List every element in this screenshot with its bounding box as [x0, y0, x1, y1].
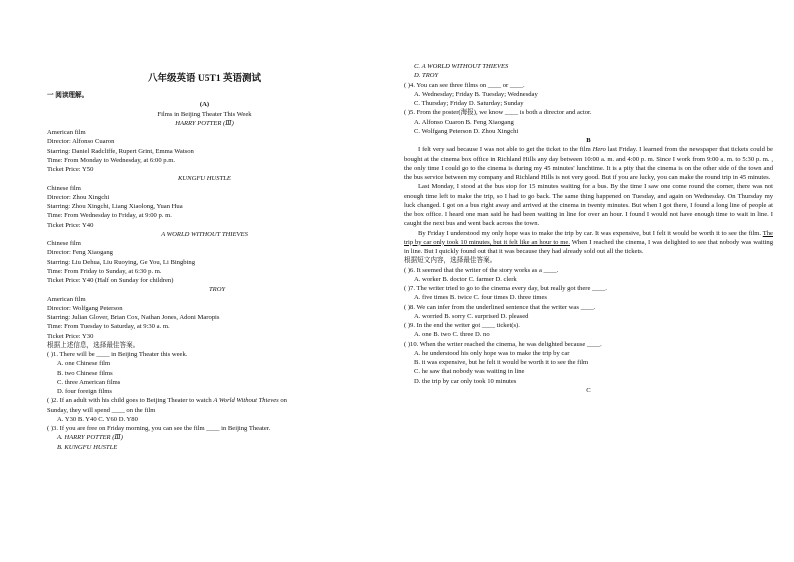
- film-info: Starring: Liu Dehua, Liu Ruoying, Ge You, Li Bingbing: [47, 258, 195, 266]
- answer-option: D. four foreign films: [57, 388, 112, 395]
- film-info: American film: [47, 295, 86, 303]
- question-stem: ( )4. You can see three films on ____ or ____.: [404, 81, 525, 89]
- answer-option: C. he saw that nobody was waiting in line: [414, 368, 525, 376]
- question-stem: ( )3. If you are free on Friday morning, you can see the film ____ in Beijing Theater.: [47, 425, 271, 432]
- film-info: Time: From Tuesday to Saturday, at 9:30 a. m.: [47, 323, 170, 331]
- answer-option: A. Y30 B. Y40 C. Y60 D. Y80: [57, 415, 138, 423]
- answer-option: B. it was expensive, but he felt it would be worth it to see the film: [414, 359, 589, 366]
- question-stem: ( )7. The writer tried to go to the cinema every day, but really got there ____.: [404, 285, 607, 292]
- question-stem: ( )5. From the poster(海报), we know ____ is both a director and actor.: [404, 109, 592, 117]
- film-name: KUNGFU HUSTLE: [178, 175, 231, 183]
- stem-text: on: [278, 397, 287, 405]
- film-name: TROY: [209, 286, 226, 294]
- passage-a-label: (A): [199, 101, 210, 109]
- underlined-sentence: The trip by car only took 10 minutes, but it felt like an hour to me.: [404, 229, 773, 246]
- question-stem: ( )9. In the end the writer got ____ ticket(s).: [404, 322, 520, 329]
- answer-option: A. he understood his only hope was to make the trip by car: [414, 349, 570, 357]
- answer-option: A. Alfonso Cuaron B. Feng Xiaogang: [414, 118, 514, 126]
- question-stem: ( )1. There will be ____ in Beijing Theater this week.: [47, 351, 188, 358]
- film-info: Director: Feng Xiaogang: [47, 249, 113, 257]
- instruction: 根据短文内容，选择最佳答案。: [404, 257, 497, 265]
- film-info: Starring: Daniel Radcliffe, Rupert Grint, Emma Watson: [47, 147, 194, 155]
- answer-option: A. Wednesday; Friday B. Tuesday; Wednesday: [414, 90, 538, 98]
- page-title: 八年级英语 U5T1 英语测试: [148, 74, 261, 84]
- section-heading: 一 阅读理解。: [47, 92, 89, 99]
- film-title: A World Without Thieves: [213, 397, 279, 405]
- paragraph-text: When I reached the cinema, I was delighted to see that nobody was waiting in line. But I quickly found out that it was because they had already sold out all the tickets.: [404, 238, 773, 255]
- question-stem: ( )8. We can infer from the underlined sentence that the writer was ____.: [404, 303, 596, 311]
- film-info: Director: Zhou Xingchi: [47, 193, 110, 201]
- question-stem: ( )6. It seemed that the writer of the story works as a ____.: [404, 266, 559, 274]
- paragraph-text: I felt very sad because I was not able to get the ticket to the film: [418, 146, 593, 154]
- film-info: Chinese film: [47, 240, 81, 247]
- film-name: A WORLD WITHOUT THIEVES: [161, 230, 248, 238]
- stem-text: ( )2. If an adult with his child goes to Beijing Theater to watch: [47, 397, 214, 405]
- passage-a-heading: Films in Beijing Theater This Week: [157, 110, 252, 118]
- answer-option: D. the trip by car only took 10 minutes: [414, 377, 517, 385]
- paragraph-text: By Friday I understood my only hope was to make the trip by car. It was expensive, but I felt it would be worth it to see the film.: [418, 229, 763, 237]
- answer-option: C. A WORLD WITHOUT THIEVES: [414, 63, 509, 70]
- film-info: Ticket Price: Y40 (Half on Sunday for children): [47, 277, 174, 284]
- left-column: [47, 0, 362, 452]
- instruction: 根据上述信息，选择最佳答案。: [47, 341, 140, 349]
- answer-option: D. TROY: [414, 72, 439, 80]
- passage-paragraph: Last Monday, I stood at the bus stop for 15 minutes waiting for a bus. By the time I saw one come round the corner, there was not enough time left to make the trip, so I had to go back. The same thing happened on Tuesday, and again on Wednesday. On Thursday my luck changed. I got on a bus right away and arrived at the cinema in twenty minutes. But when I got there, I found a long line of people at the box office. I heard one man said he had been waiting in line for over an hour. I found I would not have enough time to wait in line. I caught the next bus and went back across the town.: [404, 183, 773, 228]
- passage-paragraph: [404, 145, 773, 182]
- answer-option: B. two Chinese films: [57, 369, 113, 377]
- question-stem: ( )10. When the writer reached the cinema, he was delighted because ____.: [404, 340, 602, 348]
- film-info: Time: From Friday to Sunday, at 6:30 p. m.: [47, 267, 162, 275]
- question-stem: [47, 396, 362, 405]
- section-end-mark: C: [586, 386, 591, 394]
- passage-b-label: B: [586, 137, 591, 144]
- film-info: Director: Wolfgang Peterson: [47, 304, 123, 312]
- answer-option: C. Thursday; Friday D. Saturday; Sunday: [414, 100, 524, 107]
- passage-paragraph: [404, 229, 773, 257]
- question-stem: Sunday, they will spend ____ on the film: [47, 406, 156, 414]
- answer-option: C. Wolfgang Peterson D. Zhou Xingchi: [414, 127, 519, 135]
- answer-option: A. worker B. doctor C. farmer D. clerk: [414, 275, 517, 283]
- film-info: Ticket Price: Y30: [47, 332, 94, 340]
- answer-option: A. HARRY POTTER (Ⅲ): [57, 434, 123, 442]
- film-name: HARRY POTTER (Ⅲ): [175, 119, 234, 127]
- paragraph-text: last Friday. I learned from the newspaper that tickets could be bought at the cinema box office in Richland Hills any day between 10:00 a. m. and 4:00 p. m. Since I work from 9:00 a. m. to 5:30 p. m. , the only time I could go to the cinema is during my 45 minutes' lunchtime. It is a pity that the cinema is on the other side of the town and the bus service between my company and Richland Hills is not very good. But if you are lucky, you can make the round trip in 45 minutes.: [404, 146, 773, 181]
- answer-option: C. three American films: [57, 378, 121, 386]
- film-title: Hero: [592, 146, 606, 154]
- answer-option: A. one B. two C. three D. no: [414, 331, 490, 339]
- film-info: Starring: Julian Glover, Brian Cox, Nathan Jones, Adoni Maropis: [47, 314, 220, 321]
- film-info: Time: From Wednesday to Friday, at 9:00 p. m.: [47, 212, 172, 220]
- right-column: [404, 0, 773, 395]
- film-info: Starring: Zhou Xingchi, Liang Xiaolong, Yuan Hua: [47, 203, 183, 210]
- answer-option: B. KUNGFU HUSTLE: [57, 443, 118, 451]
- answer-option: A. one Chinese film: [57, 360, 111, 368]
- film-info: Ticket Price: Y50: [47, 166, 94, 173]
- film-info: Ticket Price: Y40: [47, 221, 94, 229]
- answer-option: A. five times B. twice C. four times D. three times: [414, 294, 547, 302]
- film-info: Chinese film: [47, 184, 81, 192]
- film-info: Director: Alfonso Cuaron: [47, 138, 115, 146]
- film-info: American film: [47, 129, 86, 136]
- film-info: Time: From Monday to Wednesday, at 6:00 p.m.: [47, 156, 175, 164]
- answer-option: A. worried B. sorry C. surprised D. pleased: [414, 312, 529, 320]
